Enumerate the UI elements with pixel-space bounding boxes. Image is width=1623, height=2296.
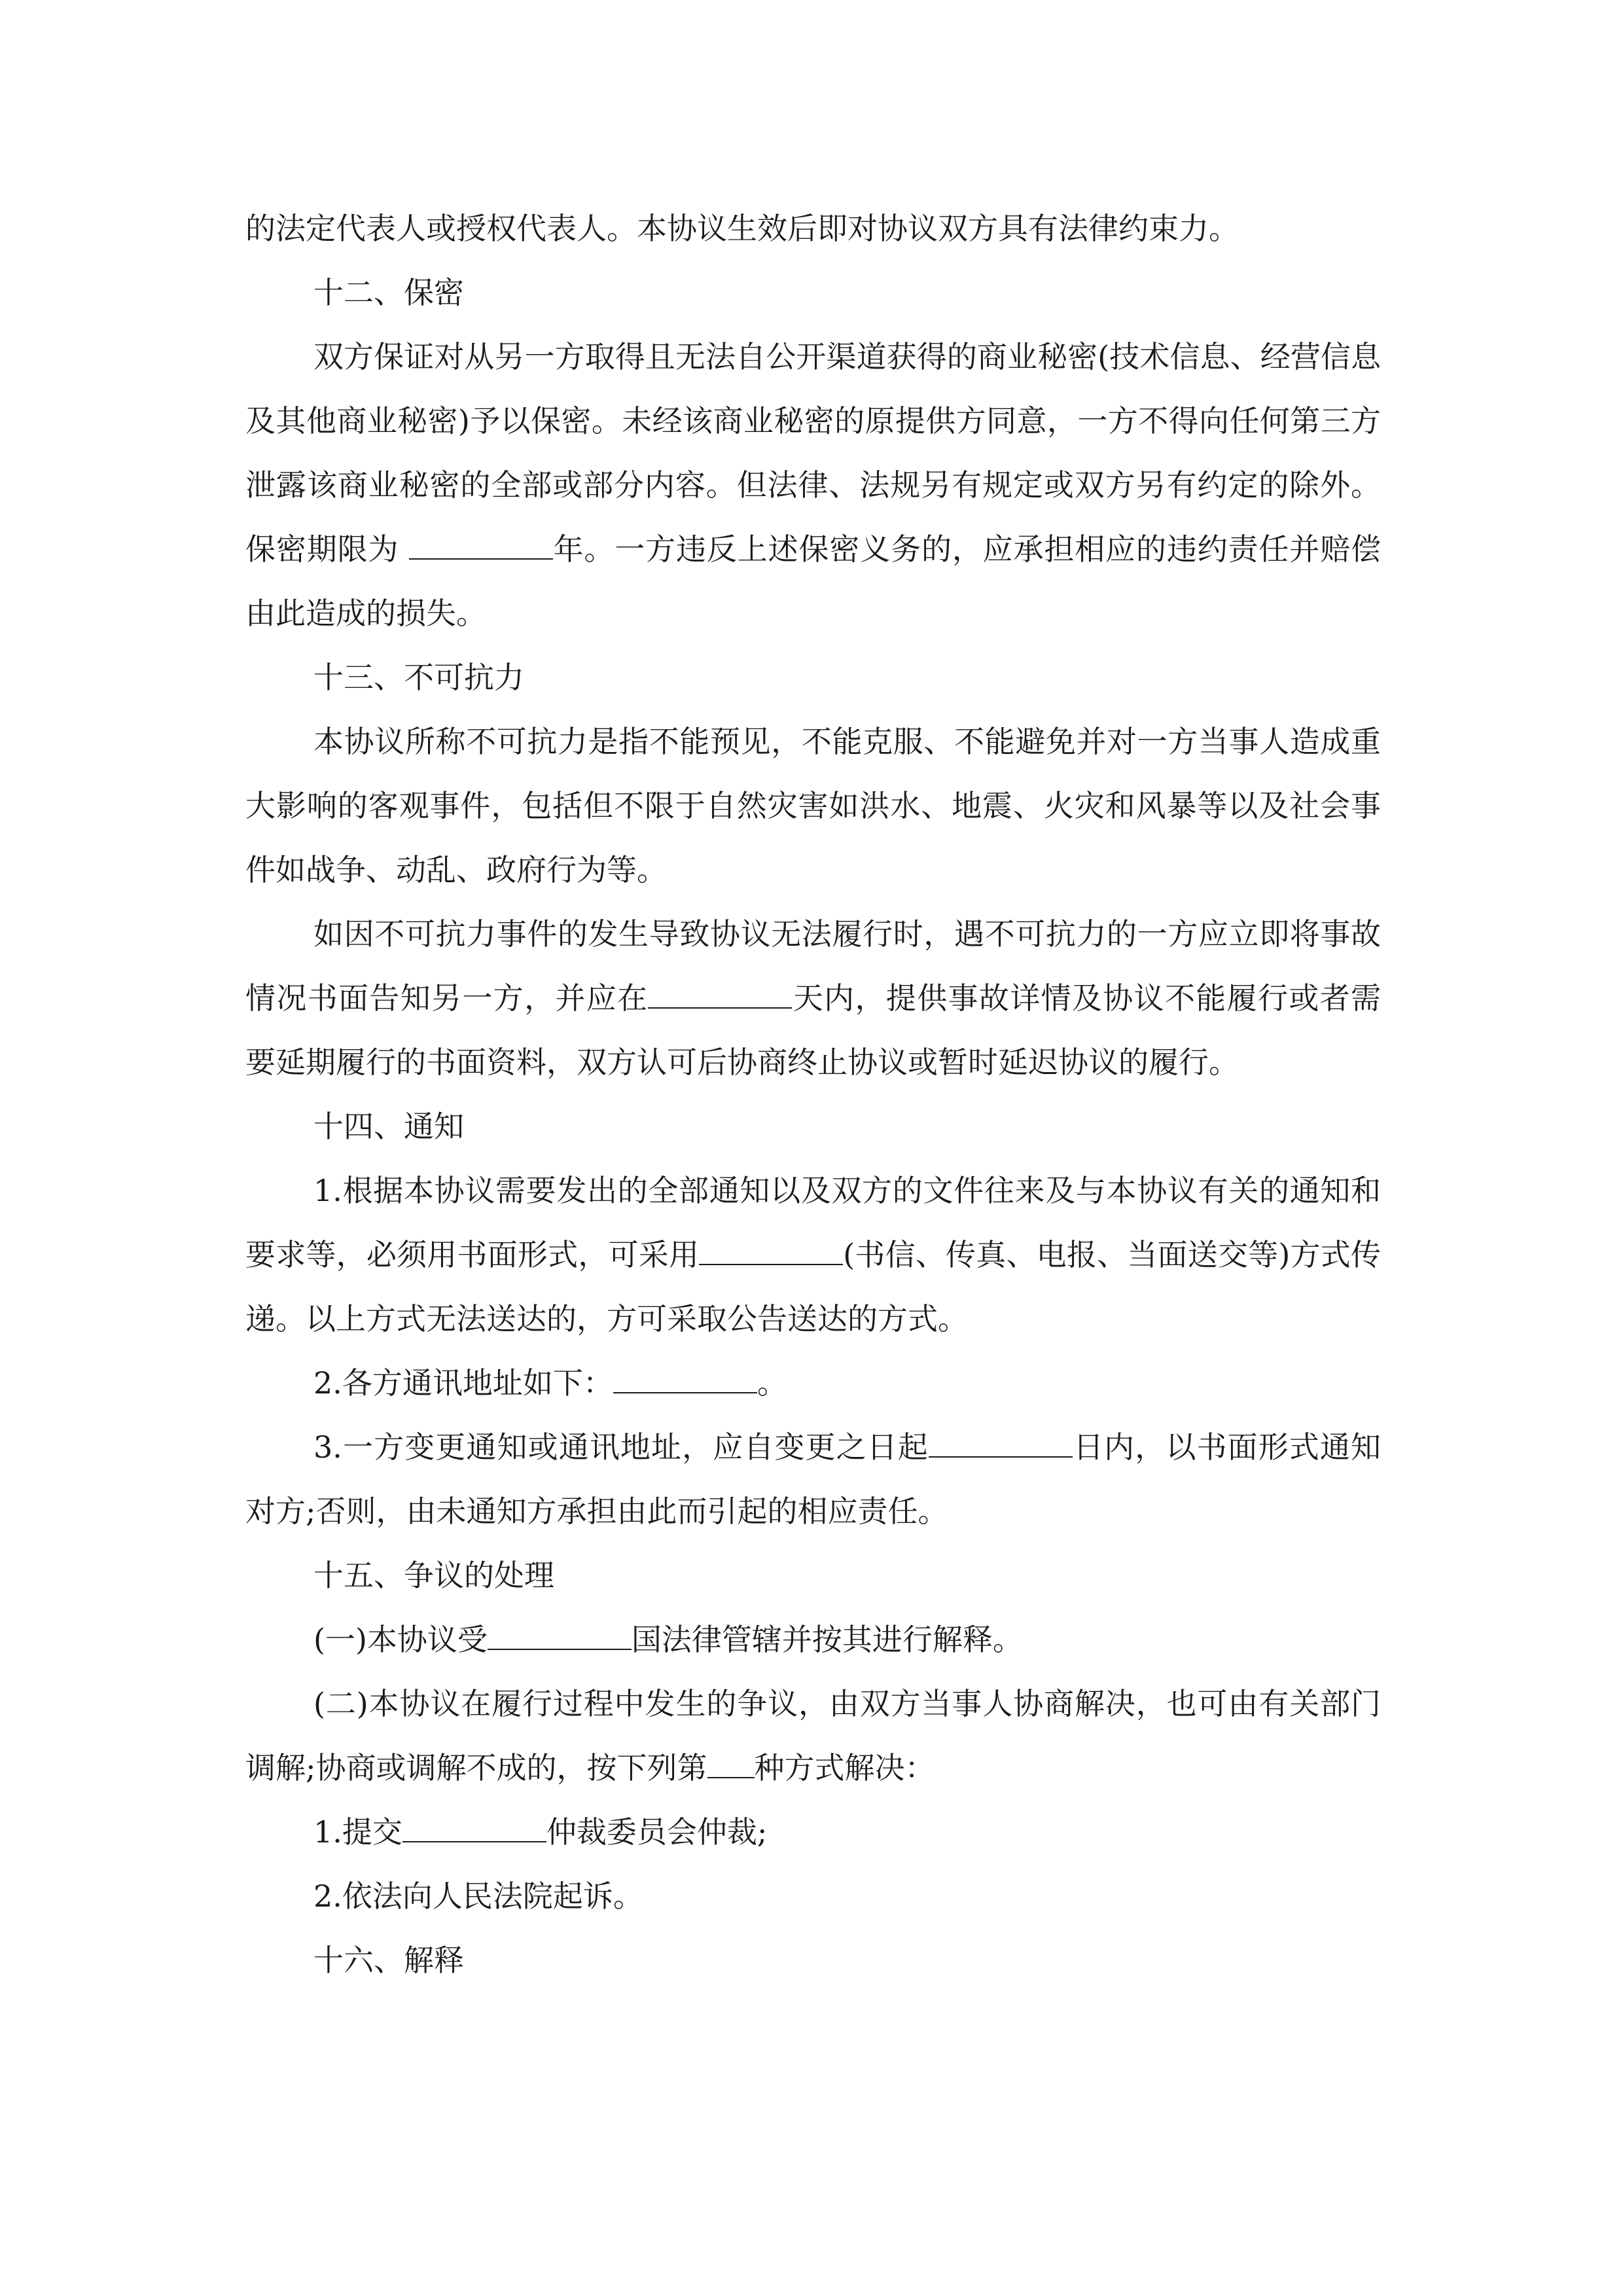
paragraph-text: 1.提交: [313, 1814, 402, 1850]
paragraph-force-majeure-definition: [245, 709, 1381, 902]
heading-text: 十六、解释: [313, 1943, 464, 1978]
section-heading-interpretation: [245, 1928, 1381, 1992]
paragraph-text: 的法定代表人或授权代表人。本协议生效后即对协议双方具有法律约束力。: [245, 211, 1239, 246]
paragraph-text: 种方式解决：: [754, 1750, 935, 1785]
fill-in-blank-change-days: [929, 1430, 1073, 1458]
paragraph-text: 天内，提供事故详情及协议不能履行或者需要延期履行的书面资料，双方认可后协商终止协议或暂时延迟协议的履行。: [245, 980, 1381, 1080]
paragraph-text: (二)本协议在履行过程中发生的争议，由双方当事人协商解决，也可由有关部门调解;协商或调解不成的，按下列第: [245, 1686, 1381, 1785]
fill-in-blank-country: [488, 1623, 632, 1650]
paragraph-text: 2.依法向人民法院起诉。: [313, 1878, 643, 1914]
paragraph-text: 年。一方违反上述保密义务的，应承担相应的违约责任并赔偿由此造成的损失。: [245, 531, 1381, 631]
paragraph-continuation: [245, 196, 1381, 260]
fill-in-blank-address: [613, 1366, 757, 1393]
fill-in-blank-method: [699, 1238, 843, 1265]
paragraph-text: (书信、传真、电报、当面送交等)方式传递。以上方式无法送达的，方可采取公告送达的方式。: [245, 1237, 1381, 1336]
paragraph-text: (一)本协议受: [313, 1622, 488, 1657]
paragraph-text: 仲裁委员会仲裁;: [546, 1814, 768, 1850]
paragraph-litigation: [245, 1864, 1381, 1928]
fill-in-blank-option: [707, 1751, 755, 1778]
section-heading-confidentiality: [245, 260, 1381, 325]
heading-text: 十五、争议的处理: [313, 1558, 554, 1593]
paragraph-text: 2.各方通讯地址如下：: [313, 1365, 613, 1401]
paragraph-text: 如因不可抗力事件的发生导致协议无法履行时，遇不可抗力的一方应立即将事故情况书面告知另一方，并应在: [245, 916, 1381, 1016]
fill-in-blank-days: [648, 981, 792, 1009]
heading-text: 十四、通知: [313, 1109, 464, 1144]
paragraph-text: 双方保证对从另一方取得且无法自公开渠道获得的商业秘密(技术信息、经营信息及其他商业秘密)予以保密。未经该商业秘密的原提供方同意，一方不得向任何第三方泄露该商业秘密的全部或部分内容。但法律、法规另有规定或双方另有约定的除外。保密期限为: [245, 339, 1381, 567]
section-heading-notice: [245, 1094, 1381, 1158]
paragraph-notice-1: [245, 1158, 1381, 1351]
paragraph-text: 3.一方变更通知或通讯地址，应自变更之日起: [313, 1429, 929, 1465]
fill-in-blank-arbitration-commission: [402, 1815, 546, 1842]
fill-in-blank-years: [409, 532, 553, 560]
paragraph-notice-2: [245, 1351, 1381, 1415]
section-heading-force-majeure: [245, 645, 1381, 709]
paragraph-notice-3: [245, 1415, 1381, 1543]
paragraph-force-majeure-notice: [245, 902, 1381, 1094]
paragraph-text: 1.根据本协议需要发出的全部通知以及双方的文件往来及与本协议有关的通知和要求等，必须用书面形式，可采用: [245, 1173, 1381, 1272]
heading-text: 十三、不可抗力: [313, 660, 524, 695]
paragraph-arbitration: [245, 1800, 1381, 1864]
paragraph-text: 日内，以书面形式通知对方;否则，由未通知方承担由此而引起的相应责任。: [245, 1429, 1382, 1529]
document-body: [245, 196, 1381, 1992]
paragraph-governing-law: [245, 1607, 1381, 1672]
paragraph-dispute-resolution: [245, 1672, 1381, 1800]
paragraph-text: 国法律管辖并按其进行解释。: [631, 1622, 1023, 1657]
heading-text: 十二、保密: [313, 275, 464, 310]
paragraph-text: 。: [757, 1365, 787, 1401]
paragraph-text: 本协议所称不可抗力是指不能预见，不能克服、不能避免并对一方当事人造成重大影响的客观事件，包括但不限于自然灾害如洪水、地震、火灾和风暴等以及社会事件如战争、动乱、政府行为等。: [245, 724, 1381, 888]
section-heading-disputes: [245, 1543, 1381, 1607]
paragraph-confidentiality: [245, 325, 1381, 645]
